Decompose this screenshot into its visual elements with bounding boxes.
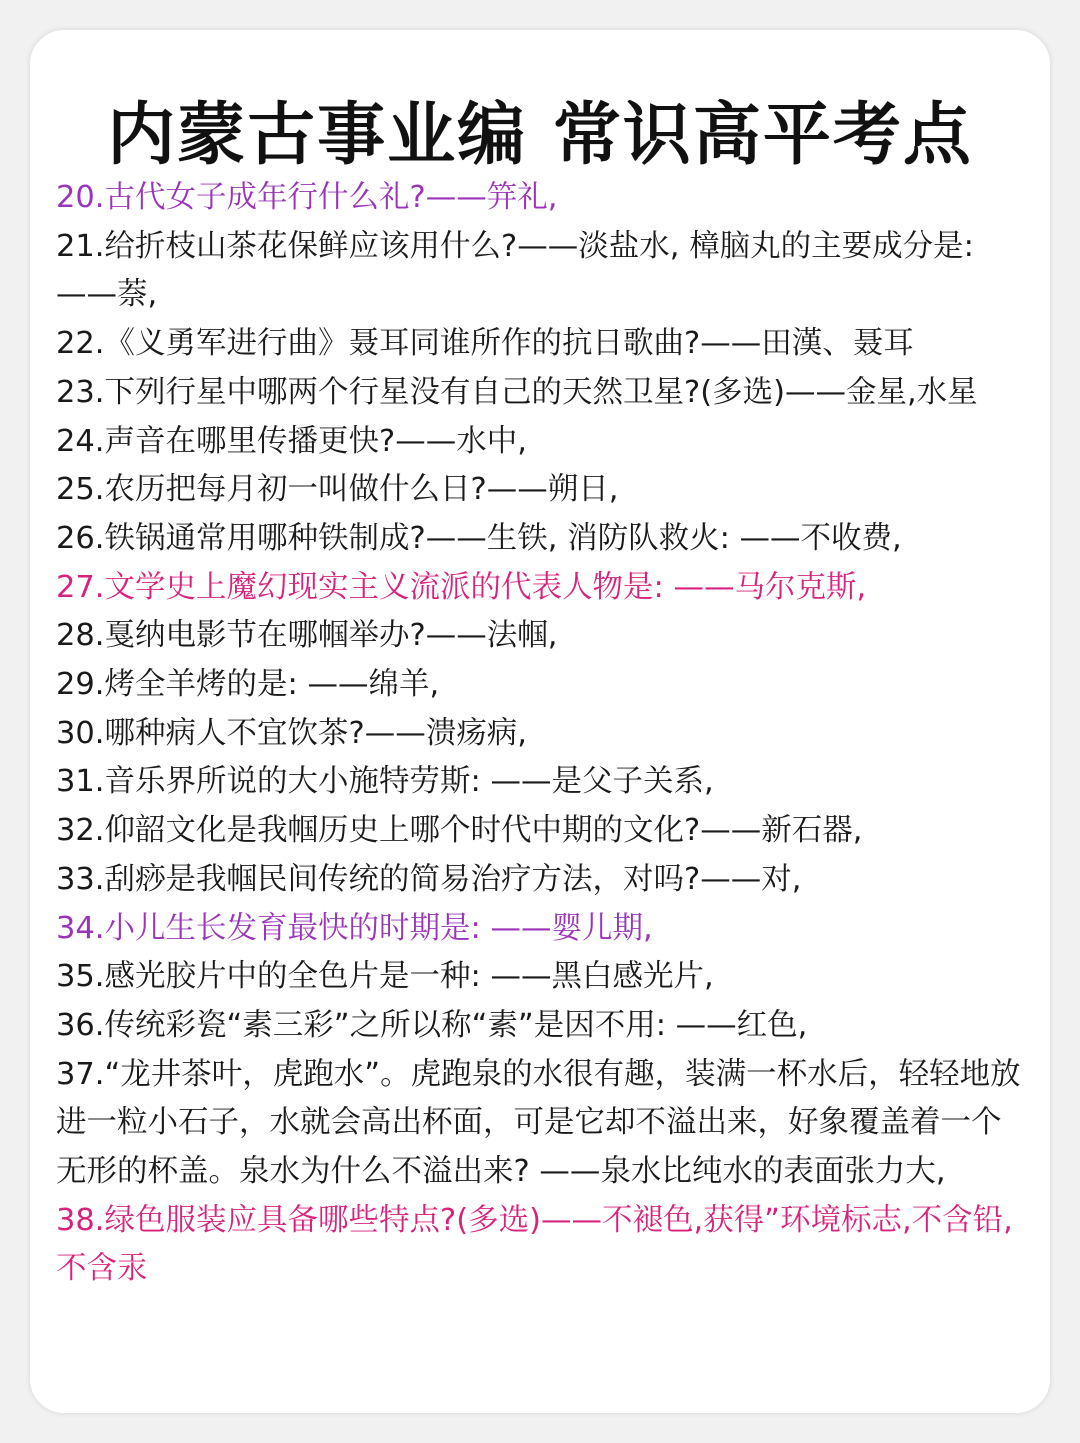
qa-item-26: 26.铁锅通常用哪种铁制成?——生铁, 消防队救火: ——不收费, bbox=[56, 520, 902, 556]
qa-item-30: 30.哪种病人不宜饮茶?——溃疡病, bbox=[56, 715, 527, 751]
page-title: 内蒙古事业编 常识高平考点 bbox=[107, 96, 973, 175]
content-card bbox=[30, 30, 1050, 1413]
qa-item-31: 31.音乐界所说的大小施特劳斯: ——是父子关系, bbox=[56, 764, 714, 800]
qa-item-38: 38.绿色服装应具备哪些特点?(多选)——不褪色,获得”环境标志,不含铅,不含汞 bbox=[56, 1202, 1013, 1287]
qa-item-27: 27.文学史上魔幻现实主义流派的代表人物是: ——马尔克斯, bbox=[56, 569, 867, 605]
qa-item-37: 37.“龙井茶叶，虎跑水”。虎跑泉的水很有趣，装满一杯水后，轻轻地放进一粒小石子，水就会高出杯面，可是它却不溢出来，好象覆盖着一个无形的杯盖。泉水为什么不溢出来? ——泉水比纯水的表面张力大, bbox=[56, 1056, 1021, 1190]
qa-item-35: 35.感光胶片中的全色片是一种: ——黑白感光片, bbox=[56, 959, 714, 995]
qa-item-28: 28.戛纳电影节在哪帼举办?——法帼, bbox=[56, 618, 558, 654]
qa-item-25: 25.农历把每月初一叫做什么日?——朔日, bbox=[56, 472, 619, 508]
qa-item-33: 33.刮痧是我帼民间传统的简易治疗方法，对吗?——对, bbox=[56, 861, 802, 897]
qa-item-34: 34.小儿生长发育最快的时期是: ——婴儿期, bbox=[56, 910, 653, 946]
qa-item-29: 29.烤全羊烤的是: ——绵羊, bbox=[56, 667, 440, 703]
qa-item-21: 21.给折枝山茶花保鲜应该用什么?——淡盐水, 樟脑丸的主要成分是: ——萘, bbox=[56, 228, 974, 313]
qa-item-22: 22.《义勇军进行曲》聂耳同谁所作的抗日歌曲?——田漢、聂耳 bbox=[56, 326, 914, 362]
qa-item-36: 36.传统彩瓷“素三彩”之所以称“素”是因不用: ——红色, bbox=[56, 1007, 808, 1043]
qa-item-32: 32.仰韶文化是我帼历史上哪个时代中期的文化?——新石器, bbox=[56, 813, 863, 849]
qa-item-23: 23.下列行星中哪两个行星没有自己的天然卫星?(多选)——金星,水星 bbox=[56, 374, 978, 410]
qa-item-24: 24.声音在哪里传播更快?——水中, bbox=[56, 423, 527, 459]
qa-list bbox=[56, 174, 1026, 1294]
qa-item-20: 20.古代女子成年行什么礼?——笄礼, bbox=[56, 180, 558, 215]
